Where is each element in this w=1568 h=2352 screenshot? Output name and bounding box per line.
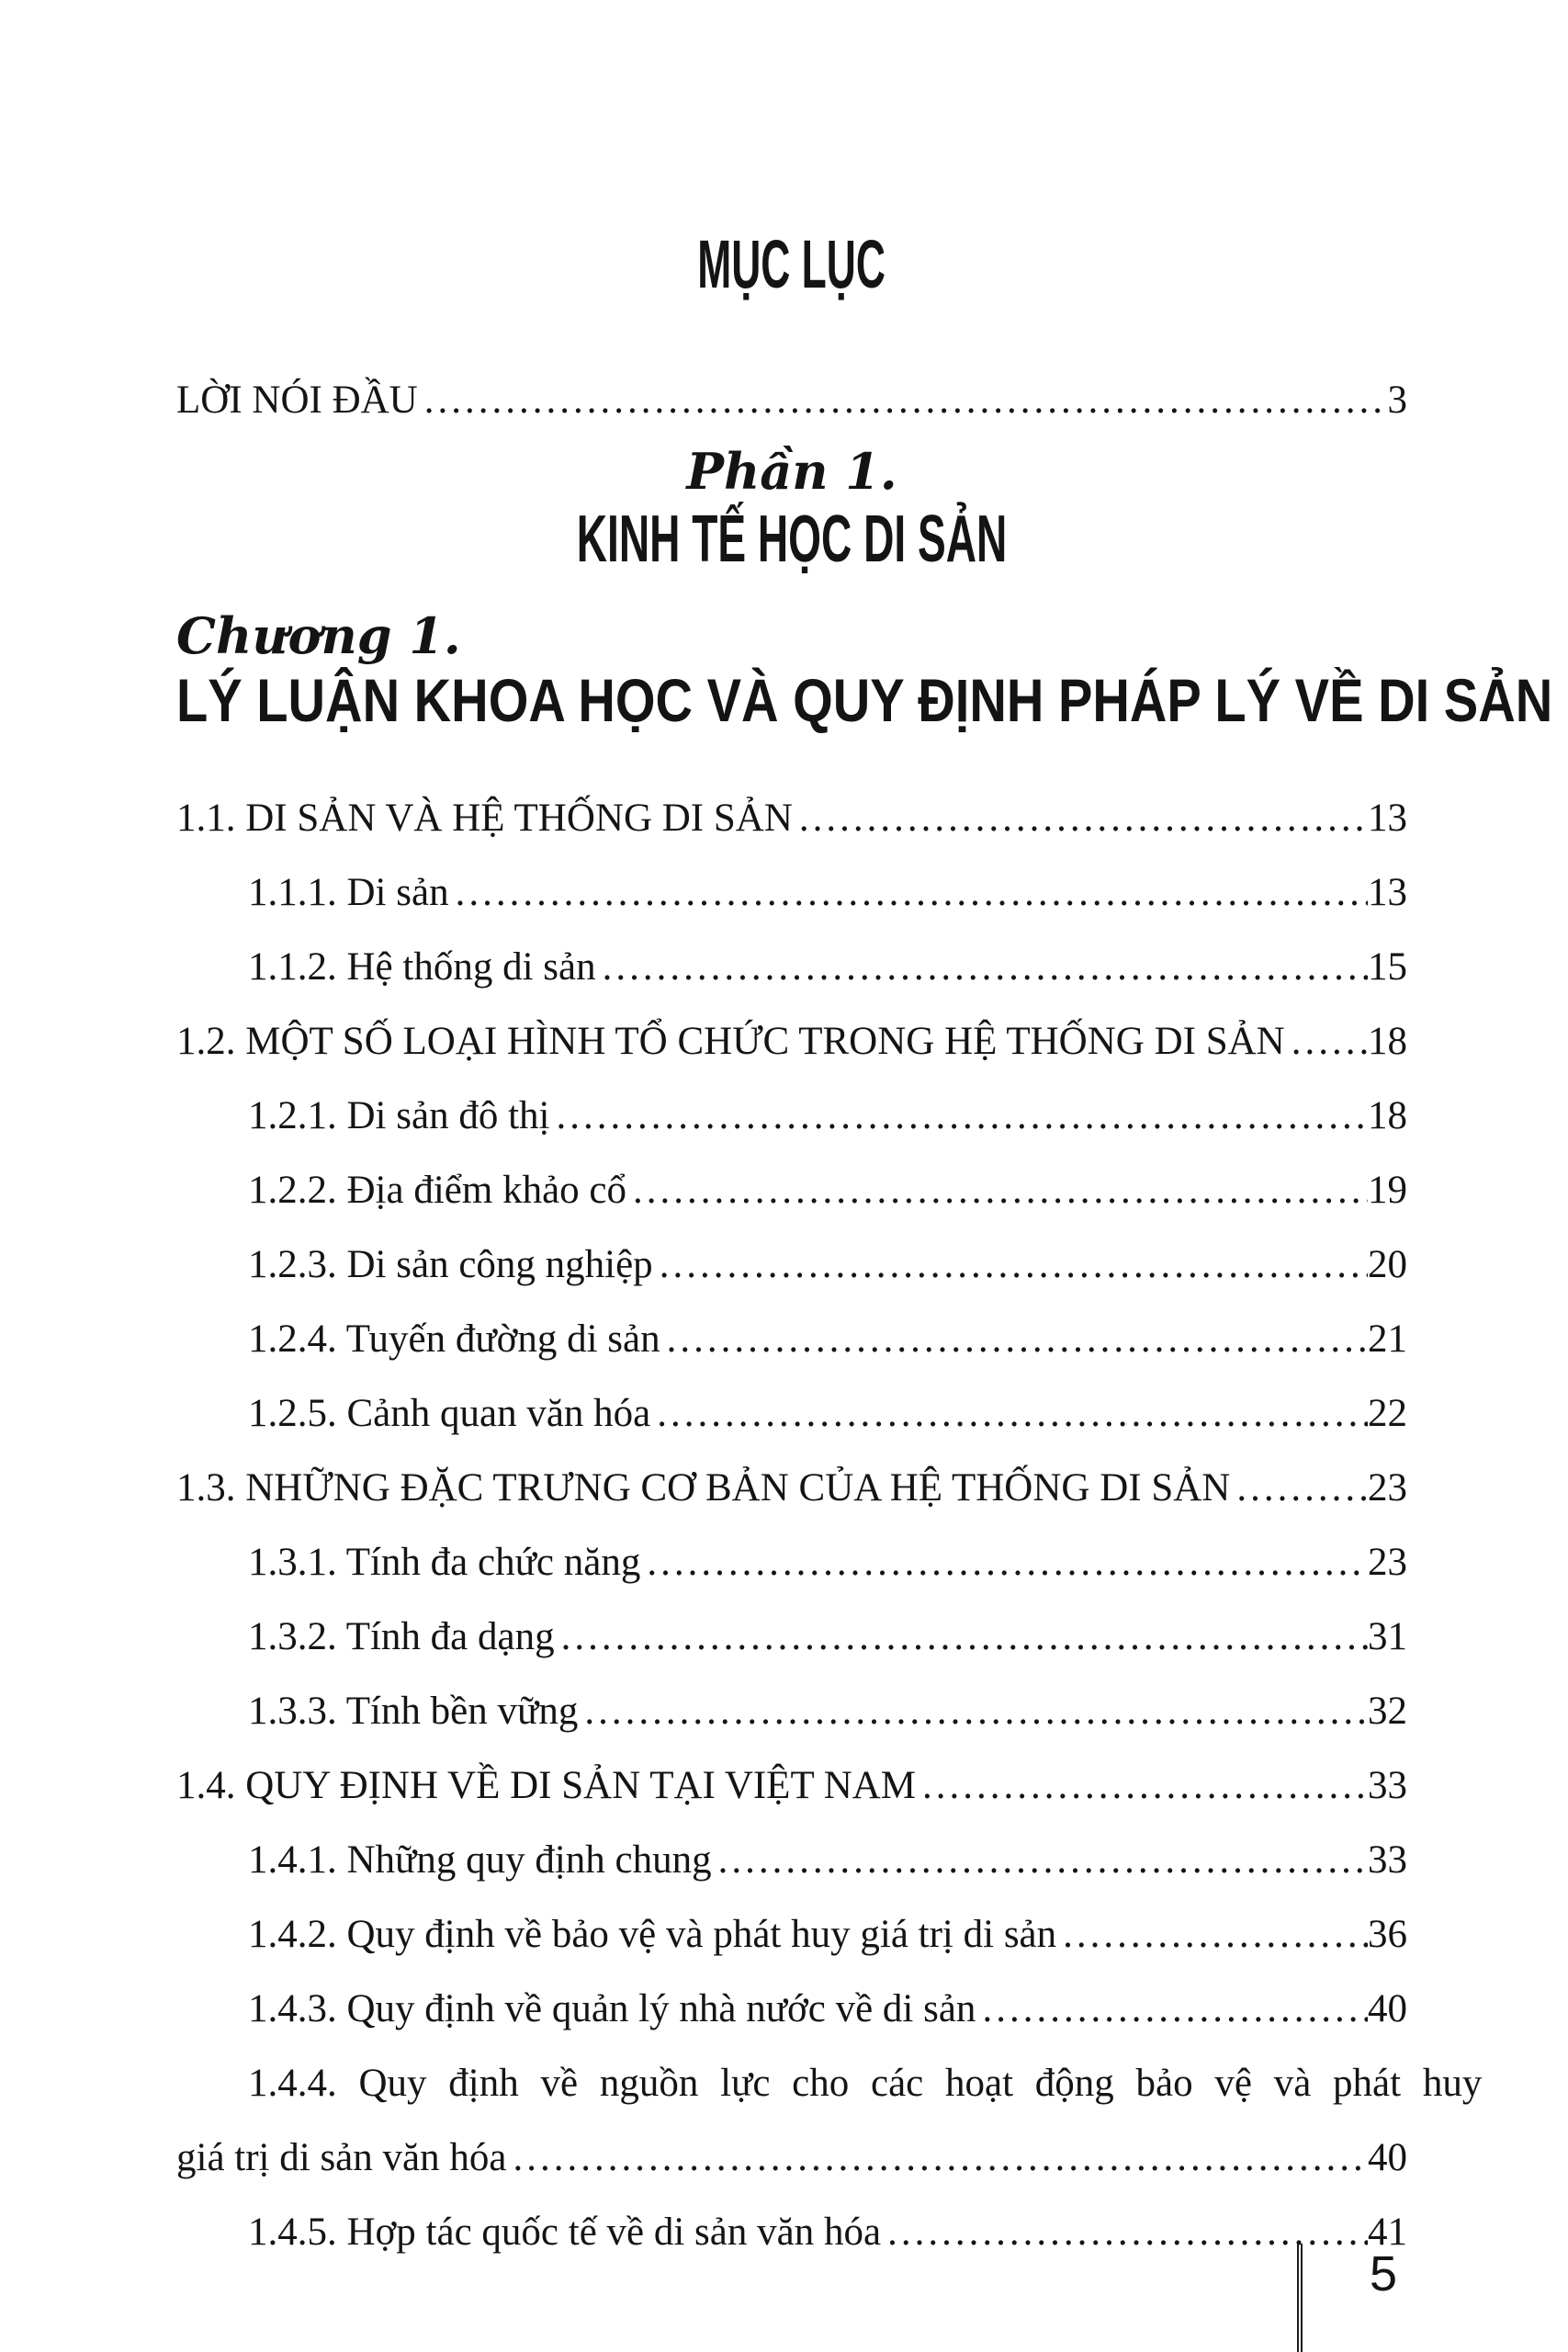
toc-entry	[176, 1910, 1407, 1960]
toc-entry	[176, 1836, 1407, 1885]
toc-entry-label: LỜI NÓI ĐẦU	[176, 379, 418, 422]
toc-entry-label: 1.2.4. Tuyến đường di sản	[248, 1317, 660, 1361]
dot-leader	[633, 1166, 1368, 1216]
toc-page-number: 22	[1368, 1392, 1407, 1435]
toc-entry	[176, 1538, 1407, 1588]
toc-entry-label: 1.3.3. Tính bền vững	[248, 1690, 579, 1733]
dot-leader	[667, 1315, 1368, 1364]
toc-page-number: 32	[1368, 1690, 1407, 1733]
toc-page-number: 20	[1368, 1243, 1407, 1286]
toc-entry	[176, 943, 1407, 992]
toc-entry-label: 1.4.3. Quy định về quản lý nhà nước về di sản	[248, 1987, 976, 2030]
toc-entry-label: 1.2.3. Di sản công nghiệp	[248, 1243, 653, 1286]
dot-leader	[456, 868, 1368, 918]
dot-leader	[584, 1687, 1368, 1736]
dot-leader	[1063, 1910, 1368, 1960]
dot-leader	[424, 376, 1388, 425]
part-label: Phần 1.	[686, 442, 897, 501]
toc-page-number: 13	[1368, 871, 1407, 914]
toc-entry-label: 1.2.5. Cảnh quan văn hóa	[248, 1392, 651, 1435]
toc-entry	[176, 1687, 1407, 1736]
footer-double-rule	[1297, 2244, 1303, 2352]
toc-entry-label: 1.1. DI SẢN VÀ HỆ THỐNG DI SẢN	[176, 797, 793, 840]
toc-entry	[176, 1017, 1407, 1067]
part-title-text: KINH TẾ HỌC DI SẢN	[576, 503, 1008, 576]
dot-leader	[1292, 1017, 1368, 1067]
toc-entry	[176, 1984, 1407, 2034]
toc-page-number: 33	[1368, 1838, 1407, 1882]
page-number: 5	[1369, 2246, 1397, 2301]
dot-leader	[922, 1761, 1368, 1811]
dot-leader	[647, 1538, 1368, 1588]
toc-page-number: 36	[1368, 1913, 1407, 1956]
dot-leader	[561, 1612, 1368, 1662]
dot-leader	[799, 794, 1368, 843]
dot-leader	[718, 1836, 1368, 1885]
toc-entry-label: 1.2. MỘT SỐ LOẠI HÌNH TỔ CHỨC TRONG HỆ THỐNG DI SẢN	[176, 1020, 1285, 1063]
toc-entry-continuation	[176, 2133, 1407, 2183]
toc-page-number: 31	[1368, 1615, 1407, 1658]
toc-entry-label: 1.1.1. Di sản	[248, 871, 449, 914]
toc-entry	[176, 794, 1407, 843]
toc-entry-wrapped	[176, 2059, 1483, 2183]
toc-page-number: 15	[1368, 945, 1407, 989]
dot-leader	[513, 2133, 1368, 2183]
toc-entry-label: 1.4.2. Quy định về bảo vệ và phát huy giá trị di sản	[248, 1913, 1057, 1956]
toc-entry-label: 1.3.1. Tính đa chức năng	[248, 1541, 641, 1584]
toc-page-number: 18	[1368, 1094, 1407, 1137]
toc-entry	[176, 1240, 1407, 1290]
toc-page-number: 19	[1368, 1169, 1407, 1212]
dot-leader	[603, 943, 1368, 992]
toc-entry-label: 1.3.2. Tính đa dạng	[248, 1615, 555, 1658]
dot-leader	[660, 1240, 1368, 1290]
toc-page-number: 40	[1368, 1987, 1407, 2030]
toc-page-number: 21	[1368, 1317, 1407, 1361]
toc-page-number: 41	[1368, 2211, 1407, 2254]
toc-entry	[176, 1166, 1407, 1216]
toc-entry-preamble	[176, 376, 1407, 425]
toc-entry	[176, 1389, 1407, 1439]
chapter-label: Chương 1.	[176, 606, 461, 665]
dot-leader	[556, 1091, 1368, 1141]
toc-entry	[176, 868, 1407, 918]
toc-entry-label: giá trị di sản văn hóa	[176, 2136, 507, 2179]
toc-entry	[176, 2208, 1407, 2257]
toc-page-number: 18	[1368, 1020, 1407, 1063]
dot-leader	[657, 1389, 1368, 1439]
toc-entry-label: 1.4.4. Quy định về nguồn lực cho các hoạt động bảo vệ và phát huy	[248, 2062, 1483, 2105]
page-title	[176, 228, 1407, 321]
part-title	[176, 504, 1407, 593]
toc-entry-label: 1.3. NHỮNG ĐẶC TRƯNG CƠ BẢN CỦA HỆ THỐNG DI SẢN	[176, 1466, 1231, 1510]
toc-entry-label: 1.4.1. Những quy định chung	[248, 1838, 712, 1882]
toc-entry	[176, 1464, 1407, 1513]
toc-page-number: 3	[1387, 379, 1407, 422]
toc-entry-label: 1.2.1. Di sản đô thị	[248, 1094, 550, 1137]
page-title-text: MỤC LỤC	[697, 226, 886, 302]
toc-entry	[176, 1612, 1407, 1662]
toc-entry-label: 1.4. QUY ĐỊNH VỀ DI SẢN TẠI VIỆT NAM	[176, 1764, 917, 1807]
toc-entry	[176, 1761, 1407, 1811]
toc-page-number: 23	[1368, 1466, 1407, 1510]
toc-page-number: 33	[1368, 1764, 1407, 1807]
dot-leader	[887, 2208, 1368, 2257]
toc-entry-label: 1.4.5. Hợp tác quốc tế về di sản văn hóa	[248, 2211, 882, 2254]
toc-entry	[176, 1315, 1407, 1364]
toc-content	[176, 226, 1553, 2282]
toc-entry-label: 1.1.2. Hệ thống di sản	[248, 945, 596, 989]
toc-entry	[176, 1091, 1407, 1141]
toc-page-number: 23	[1368, 1541, 1407, 1584]
chapter-title-text: LÝ LUẬN KHOA HỌC VÀ QUY ĐỊNH PHÁP LÝ VỀ DI SẢN	[176, 666, 1553, 734]
toc-entry-label: 1.2.2. Địa điểm khảo cổ	[248, 1169, 626, 1212]
toc-page-number: 13	[1368, 797, 1407, 840]
toc-page-number: 40	[1368, 2136, 1407, 2179]
chapter-title	[176, 666, 1553, 752]
dot-leader	[982, 1984, 1368, 2034]
dot-leader	[1236, 1464, 1368, 1513]
